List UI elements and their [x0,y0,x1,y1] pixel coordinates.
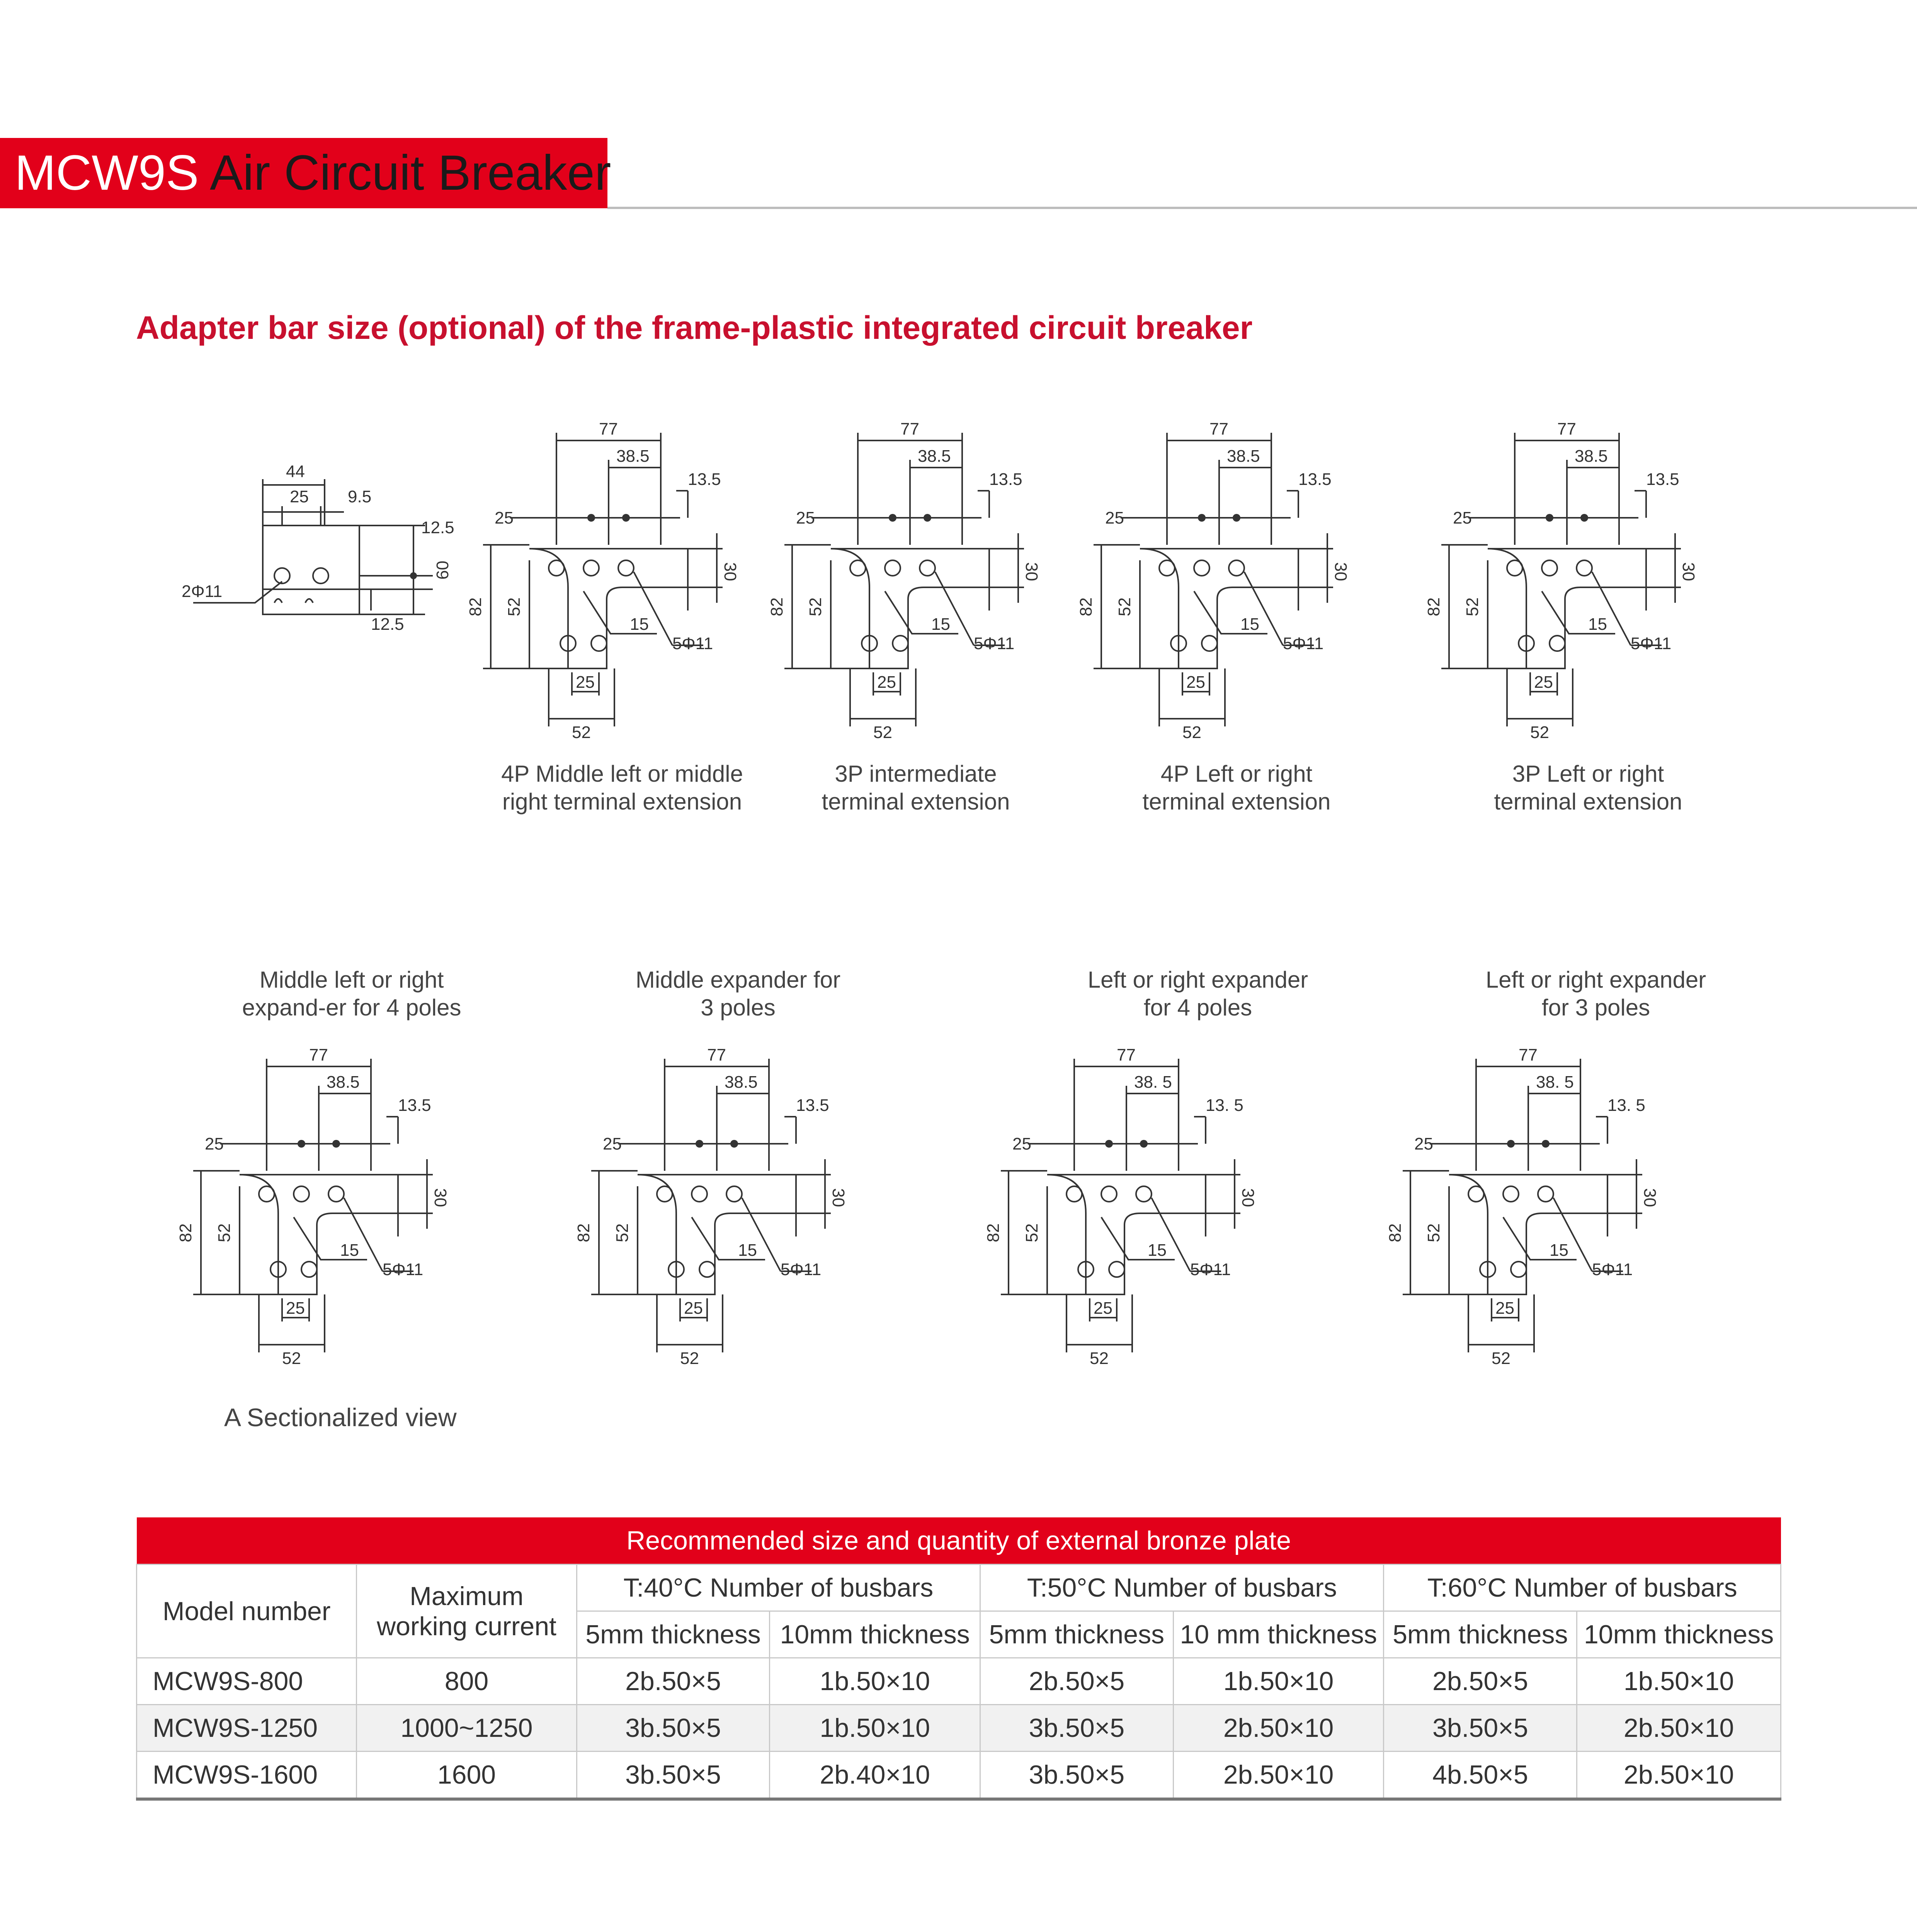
dim-25-bottom: 25 [1495,1299,1514,1318]
cell-current: 1000~1250 [357,1705,577,1752]
cell-value: 1b.50×10 [1577,1658,1781,1705]
two-hole-bar-drawing [170,456,464,657]
dim-25-bottom: 25 [1094,1299,1112,1318]
dim-38-5: 38. 5 [1536,1073,1574,1092]
dim-77: 77 [1209,420,1228,439]
dim-13-5: 13.5 [398,1096,431,1115]
caption-side-expander-3p [1437,966,1754,1022]
dim-52-bottom: 52 [1090,1349,1109,1368]
diagram-4p-left-right [1077,417,1383,742]
cell-value: 2b.50×10 [1173,1705,1384,1752]
dim-52-bottom: 52 [282,1349,301,1368]
dim-52-left: 52 [806,597,825,616]
dim-5-holes: 5Φ11 [383,1260,424,1279]
dim-25: 25 [290,487,309,506]
caption-line-1: Left or right expander [1485,967,1706,993]
busbar-drawing [984,1043,1291,1368]
busbar-drawing [1077,417,1383,742]
cell-model: MCW9S-800 [137,1658,357,1705]
dim-25-bottom: 25 [877,673,896,692]
cell-value: 2b.50×5 [1384,1658,1577,1705]
caption-line-2: for 3 poles [1541,995,1650,1020]
subheader: 5mm thickness [577,1611,770,1658]
cell-model: MCW9S-1250 [137,1705,357,1752]
dim-30: 30 [829,1188,848,1207]
dim-12-5-top: 12.5 [421,518,454,537]
dim-25-bottom: 25 [576,673,595,692]
dim-38-5: 38.5 [327,1073,360,1092]
caption-line-1: Left or right expander [1087,967,1308,993]
page-title [15,138,611,208]
dim-82: 82 [176,1223,195,1242]
dim-52-bottom: 52 [680,1349,699,1368]
dim-30: 30 [1640,1188,1659,1207]
dim-77: 77 [1117,1046,1136,1065]
caption-side-expander-4p [1039,966,1356,1022]
dim-77: 77 [1557,420,1576,439]
dim-52-left: 52 [505,597,524,616]
caption-middle-expander-3p [580,966,896,1022]
dim-5-holes: 5Φ11 [1592,1260,1633,1279]
busbar-drawing [176,1043,483,1368]
dim-15: 15 [1550,1241,1568,1260]
caption-line-2: terminal extension [822,789,1010,815]
dim-82: 82 [767,597,786,616]
dim-5-holes: 5Φ11 [1283,634,1324,653]
dim-13-5: 13.5 [989,470,1022,489]
cell-value: 2b.50×10 [1577,1752,1781,1799]
diagram-side-expander-4p [984,1043,1291,1368]
dim-52-bottom: 52 [1492,1349,1510,1368]
caption-line-2: 3 poles [701,995,776,1020]
busbar-drawing [1424,417,1731,742]
dim-82: 82 [1386,1223,1405,1242]
cell-value: 4b.50×5 [1384,1752,1577,1799]
cell-value: 1b.50×10 [770,1658,980,1705]
dim-15: 15 [630,615,649,634]
dim-25-top: 25 [495,509,514,527]
dim-25-top: 25 [603,1134,622,1153]
dim-77: 77 [309,1046,328,1065]
cell-value: 2b.50×10 [1577,1705,1781,1752]
dim-38-5: 38. 5 [1134,1073,1172,1092]
dim-77: 77 [1519,1046,1538,1065]
title-rest: Air Circuit Breaker [199,145,611,201]
busbar-drawing [466,417,773,742]
subheader: 10mm thickness [770,1611,980,1658]
dim-25-top: 25 [1414,1134,1433,1153]
busbar-drawing [767,417,1074,742]
header-t60: T:60°C Number of busbars [1384,1565,1781,1611]
diagram-middle-expander-3p [574,1043,881,1368]
cell-value: 2b.50×5 [577,1658,770,1705]
dim-82: 82 [466,597,485,616]
dim-30: 30 [721,562,740,581]
dim-30: 30 [1331,562,1350,581]
caption-line-1: 4P Left or right [1160,761,1313,787]
dim-77: 77 [599,420,618,439]
dim-5-holes: 5Φ11 [781,1260,822,1279]
dim-38-5: 38.5 [1227,447,1260,466]
subheader: 5mm thickness [1384,1611,1577,1658]
dim-5-holes: 5Φ11 [672,634,713,653]
cell-value: 3b.50×5 [577,1705,770,1752]
caption-line-1: Middle left or right [259,967,444,993]
subheader: 10 mm thickness [1173,1611,1384,1658]
dim-25-top: 25 [1453,509,1472,527]
dim-25-bottom: 25 [684,1299,703,1318]
dim-5-holes: 5Φ11 [974,634,1015,653]
dim-52-left: 52 [1463,597,1482,616]
dim-30: 30 [431,1188,450,1207]
dim-5-holes: 5Φ11 [1631,634,1672,653]
dim-38-5: 38.5 [918,447,951,466]
cell-value: 3b.50×5 [980,1705,1174,1752]
caption-4p-left-right [1078,760,1395,816]
dim-13-5: 13.5 [1298,470,1332,489]
dim-30: 30 [1679,562,1698,581]
busbar-drawing [574,1043,881,1368]
caption-4p-middle [464,760,781,816]
cell-value: 3b.50×5 [577,1752,770,1799]
header-current-line-2: working current [377,1611,556,1641]
dim-82: 82 [574,1223,593,1242]
dim-30: 30 [1022,562,1041,581]
caption-middle-expander-4p [193,966,510,1022]
dim-30: 30 [1238,1188,1257,1207]
busbar-drawing [1386,1043,1692,1368]
dim-13-5: 13. 5 [1206,1096,1243,1115]
dim-13-5: 13.5 [796,1096,829,1115]
dim-38-5: 38.5 [1575,447,1608,466]
diagram-3p-intermediate [767,417,1074,742]
dim-38-5: 38.5 [616,447,650,466]
dim-82: 82 [1077,597,1095,616]
dim-52-bottom: 52 [572,723,591,742]
dim-60: 60 [433,561,452,580]
header-max-current [357,1565,577,1658]
cell-value: 3b.50×5 [1384,1705,1577,1752]
dim-5-holes: 5Φ11 [1190,1260,1231,1279]
dim-25-bottom: 25 [1534,673,1553,692]
dim-52-left: 52 [1115,597,1134,616]
dim-82: 82 [1424,597,1443,616]
subheader: 10mm thickness [1577,1611,1781,1658]
dim-13-5: 13.5 [1646,470,1679,489]
dim-52-bottom: 52 [1530,723,1549,742]
dim-9-5: 9.5 [348,487,372,506]
table-row [137,1658,1781,1705]
dim-13-5: 13.5 [688,470,721,489]
dim-25-bottom: 25 [286,1299,305,1318]
caption-line-1: 4P Middle left or middle [501,761,743,787]
dim-25-top: 25 [796,509,815,527]
cell-current: 800 [357,1658,577,1705]
dim-38-5: 38.5 [725,1073,758,1092]
dim-77: 77 [900,420,919,439]
cell-current: 1600 [357,1752,577,1799]
table-row [137,1705,1781,1752]
caption-line-1: 3P intermediate [835,761,997,787]
header-current-line-1: Maximum [410,1581,524,1611]
cell-value: 2b.50×10 [1173,1752,1384,1799]
cell-value: 1b.50×10 [770,1705,980,1752]
dim-15: 15 [340,1241,359,1260]
title-model: MCW9S [15,145,199,201]
caption-line-2: terminal extension [1142,789,1331,815]
dim-15: 15 [1588,615,1607,634]
dim-15: 15 [931,615,950,634]
caption-line-1: 3P Left or right [1512,761,1664,787]
dim-52-left: 52 [1424,1223,1443,1242]
sectionalized-view-label: A Sectionalized view [224,1403,457,1432]
section-heading: Adapter bar size (optional) of the frame-plastic integrated circuit breaker [136,310,1253,346]
diagram-two-hole-bar [170,456,464,657]
dim-52-bottom: 52 [1182,723,1201,742]
header-model-number: Model number [137,1565,357,1658]
dim-15: 15 [1240,615,1259,634]
caption-3p-intermediate [757,760,1074,816]
table-title: Recommended size and quantity of external bronze plate [137,1517,1781,1565]
dim-52-left: 52 [613,1223,632,1242]
caption-line-2: right terminal extension [502,789,742,815]
cell-value: 2b.40×10 [770,1752,980,1799]
caption-line-1: Middle expander for [635,967,841,993]
cell-model: MCW9S-1600 [137,1752,357,1799]
dim-25-top: 25 [1012,1134,1031,1153]
dim-25-top: 25 [1105,509,1124,527]
header-t50: T:50°C Number of busbars [980,1565,1384,1611]
cell-value: 3b.50×5 [980,1752,1174,1799]
dim-15: 15 [738,1241,757,1260]
dim-2-holes: 2Φ11 [182,582,223,601]
caption-line-2: expand-er for 4 poles [242,995,461,1020]
diagram-4p-middle [466,417,773,742]
dim-12-5-bottom: 12.5 [371,615,404,634]
cell-value: 2b.50×5 [980,1658,1174,1705]
dim-52-left: 52 [1022,1223,1041,1242]
title-rule [607,207,1917,209]
subheader: 5mm thickness [980,1611,1174,1658]
dim-77: 77 [707,1046,726,1065]
dim-25-bottom: 25 [1186,673,1205,692]
header-t40: T:40°C Number of busbars [577,1565,980,1611]
caption-3p-left-right [1430,760,1747,816]
caption-line-2: terminal extension [1494,789,1682,815]
dim-25-top: 25 [205,1134,224,1153]
diagram-side-expander-3p [1386,1043,1692,1368]
diagram-3p-left-right [1424,417,1731,742]
table-row [137,1752,1781,1799]
dim-52-bottom: 52 [873,723,892,742]
bronze-plate-table [136,1517,1781,1801]
caption-line-2: for 4 poles [1143,995,1252,1020]
cell-value: 1b.50×10 [1173,1658,1384,1705]
dim-52-left: 52 [215,1223,234,1242]
dim-44: 44 [286,462,305,481]
dim-82: 82 [984,1223,1003,1242]
dim-13-5: 13. 5 [1607,1096,1645,1115]
diagram-middle-expander-4p [176,1043,483,1368]
dim-15: 15 [1148,1241,1167,1260]
